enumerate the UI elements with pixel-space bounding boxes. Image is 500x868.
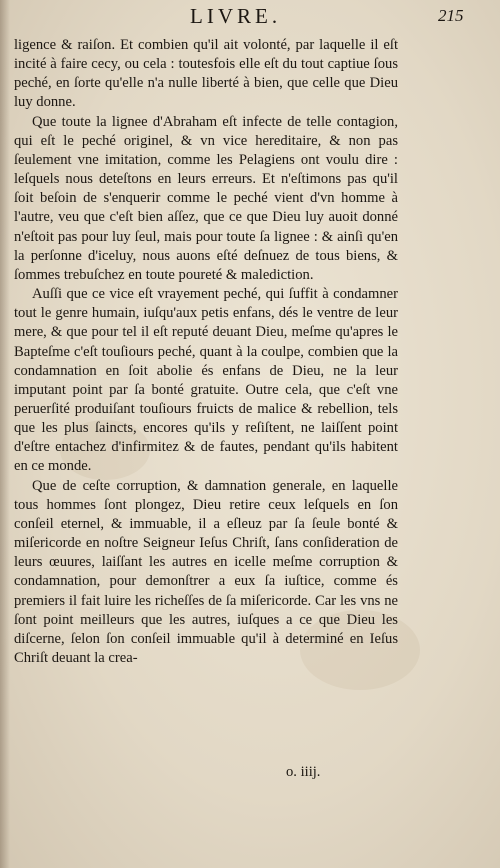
running-title: LIVRE. — [190, 4, 282, 28]
page-number: 215 — [438, 6, 464, 25]
paragraph: Que toute la lignee d'Abraham eſt infecte de telle contagion, qui eſt le peché originel, & vn vice hereditaire, & non pas ſeulement vne imitation, comme les Pelagiens ont voulu dire : leſquels nous deteſtons en leurs erreurs. Et n'eſtimons pas qu'il ſoit beſoin de s'enquerir comme le peché vient d'vn homme à l'autre, veu que c'eſt bien aſſez, que ce que Dieu luy auoit donné n'eſtoit pas pour luy ſeul, mais pour toute ſa lignee : & ainſi qu'en la perſonne d'iceluy, nous auons eſté deſnuez de tous biens, & ſommes trebuſchez en toute poureté & malediction. — [14, 113, 398, 283]
paragraph: ligence & raiſon. Et combien qu'il ait volonté, par laquelle il eſt incité à faire cecy, ou cela : toutesfois elle eſt du tout captiue ſous peché, en ſorte qu'elle n'a nulle liberté à bien, que celle que Dieu luy donne. — [14, 37, 398, 111]
running-head — [0, 4, 500, 30]
signature-mark: o. iiij. — [286, 764, 321, 780]
body-text — [14, 36, 398, 668]
paragraph: Que de ceſte corruption, & damnation generale, en laquelle tous hommes ſont plongez, Dieu retire ceux leſquels en ſon conſeil eternel, & immuable, il a eſleuz par ſa ſeule bonté & miſericorde en noſtre Seigneur Ieſus Chriſt, ſans conſideration de leurs œuures, laiſſant les autres en icelle meſme corruption & condamnation, pour demonſtrer a eux ſa iuſtice, comme és premiers il fait luire les richeſſes de ſa miſericorde. Car les vns ne ſont point meilleurs que les autres, iuſques a ce que Dieu les diſcerne, ſelon ſon conſeil immuable qu'il à determiné en Ieſus Chriſt deuant la crea- — [14, 477, 398, 666]
binding-shadow — [0, 0, 10, 868]
paragraph: Auſſi que ce vice eſt vrayement peché, qui ſuffit à condamner tout le genre humain, iuſqu'aux petis enfans, dés le ventre de leur mere, & que pour tel il eſt reputé deuant Dieu, meſme qu'apres le Bapteſme c'eſt touſiours peché, quant à la coulpe, combien que la condamnation en ſoit abolie és enfans de Dieu, ne la leur imputant point par ſa bonté gratuite. Outre cela, que c'eſt vne peruerſité produiſant touſiours fruicts de malice & rebellion, tels que les plus ſaincts, encores qu'ils y reſiſtent, ne laiſſent point d'eſtre entachez d'infirmitez & de fautes, pendant qu'ils habitent en ce monde. — [14, 286, 398, 475]
